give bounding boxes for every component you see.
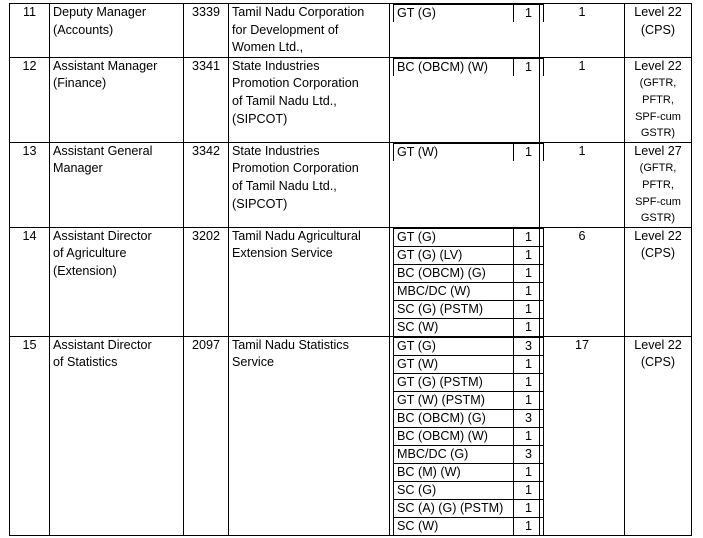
category-count: 1	[514, 481, 544, 499]
scale-of-pay-line: SPF-cum	[635, 110, 681, 123]
serial-number: 13	[10, 142, 50, 227]
serial-number: 12	[10, 57, 50, 142]
category-row	[394, 58, 544, 76]
total-vacancies: 1	[540, 142, 625, 227]
category-table	[393, 228, 544, 336]
post-name-line: (Finance)	[53, 76, 107, 91]
category-name: SC (W)	[394, 517, 514, 535]
category-row	[394, 228, 544, 246]
scale-of-pay-line: (CPS)	[640, 246, 676, 261]
category-row	[394, 409, 544, 427]
service-name-line: Extension Service	[232, 246, 333, 261]
post-code: 2097	[184, 336, 229, 535]
category-count: 1	[514, 143, 544, 161]
category-name: BC (OBCM) (G)	[394, 409, 514, 427]
scale-of-pay	[625, 227, 692, 336]
service-name-line: of Tamil Nadu Ltd.,	[232, 178, 337, 193]
category-row	[394, 143, 544, 161]
category-count: 3	[514, 409, 544, 427]
table-row	[10, 142, 692, 227]
post-name	[50, 57, 184, 142]
category-row	[394, 355, 544, 373]
category-row	[394, 318, 544, 336]
service-name-line: for Development of	[232, 22, 339, 37]
table-row	[10, 57, 692, 142]
category-count: 1	[514, 391, 544, 409]
category-row	[394, 337, 544, 355]
scale-of-pay-line: SPF-cum	[635, 195, 681, 208]
category-name: SC (G) (PSTM)	[394, 300, 514, 318]
category-count: 3	[514, 337, 544, 355]
category-row	[394, 463, 544, 481]
category-count: 1	[514, 499, 544, 517]
scale-of-pay-line: PFTR,	[642, 93, 674, 106]
total-vacancies: 17	[540, 336, 625, 535]
post-code: 3339	[184, 4, 229, 58]
category-breakup	[390, 4, 540, 58]
category-name: GT (G)	[394, 337, 514, 355]
post-name-line: (Extension)	[53, 263, 117, 278]
total-vacancies: 6	[540, 227, 625, 336]
category-name: GT (G) (LV)	[394, 246, 514, 264]
category-row	[394, 282, 544, 300]
category-count: 1	[514, 427, 544, 445]
category-row	[394, 481, 544, 499]
scale-of-pay	[625, 57, 692, 142]
service-name-line: of Tamil Nadu Ltd.,	[232, 93, 337, 108]
total-vacancies: 1	[540, 4, 625, 58]
service-name-line: Promotion Corporation	[232, 161, 359, 176]
category-breakup	[390, 57, 540, 142]
post-name-line: of Statistics	[53, 355, 118, 370]
post-name-line: of Agriculture	[53, 246, 127, 261]
category-name: GT (G)	[394, 228, 514, 246]
service-name	[229, 142, 390, 227]
table-row	[10, 4, 692, 58]
serial-number: 15	[10, 336, 50, 535]
service-name-line: Tamil Nadu Corporation	[232, 5, 365, 19]
category-count: 1	[514, 355, 544, 373]
category-count: 3	[514, 445, 544, 463]
category-name: SC (W)	[394, 318, 514, 336]
category-name: MBC/DC (W)	[394, 282, 514, 300]
category-name: GT (G)	[394, 5, 514, 23]
post-code: 3202	[184, 227, 229, 336]
category-table	[393, 58, 544, 76]
service-name-line: Service	[232, 355, 274, 370]
category-row	[394, 445, 544, 463]
category-count: 1	[514, 264, 544, 282]
category-breakup	[390, 142, 540, 227]
category-row	[394, 246, 544, 264]
scale-of-pay	[625, 336, 692, 535]
category-row	[394, 391, 544, 409]
post-name-line: Assistant General	[53, 143, 153, 158]
scale-of-pay-line: GSTR)	[640, 212, 676, 225]
service-name-line: State Industries	[232, 143, 320, 158]
category-count: 1	[514, 58, 544, 76]
post-name-line: Assistant Director	[53, 337, 152, 352]
scale-of-pay	[625, 4, 692, 58]
scale-of-pay-line: Level 27	[634, 143, 682, 158]
category-name: SC (G)	[394, 481, 514, 499]
post-name	[50, 142, 184, 227]
category-row	[394, 427, 544, 445]
service-name-line: Tamil Nadu Agricultural	[232, 228, 361, 243]
post-name-line: (Accounts)	[53, 22, 114, 37]
category-name: MBC/DC (G)	[394, 445, 514, 463]
scale-of-pay-line: (GFTR,	[639, 162, 677, 175]
post-code: 3341	[184, 57, 229, 142]
scale-of-pay-line: GSTR)	[640, 127, 676, 140]
post-code: 3342	[184, 142, 229, 227]
vacancy-table	[9, 3, 692, 536]
scale-of-pay-line: (CPS)	[640, 355, 676, 370]
table-row	[10, 227, 692, 336]
category-row	[394, 5, 544, 23]
post-name	[50, 227, 184, 336]
post-name	[50, 4, 184, 58]
category-name: BC (OBCM) (W)	[394, 58, 514, 76]
category-name: GT (G) (PSTM)	[394, 373, 514, 391]
scale-of-pay-line: PFTR,	[642, 178, 674, 191]
category-row	[394, 517, 544, 535]
total-vacancies: 1	[540, 57, 625, 142]
scale-of-pay	[625, 142, 692, 227]
category-name: BC (M) (W)	[394, 463, 514, 481]
category-count: 1	[514, 5, 544, 23]
scale-of-pay-line: Level 22	[634, 58, 682, 73]
post-name-line: Assistant Director	[53, 228, 152, 243]
service-name	[229, 227, 390, 336]
scale-of-pay-line: Level 22	[634, 5, 682, 19]
category-table	[393, 337, 544, 535]
category-count: 1	[514, 300, 544, 318]
post-name	[50, 336, 184, 535]
service-name-line: Promotion Corporation	[232, 76, 359, 91]
category-count: 1	[514, 318, 544, 336]
category-count: 1	[514, 373, 544, 391]
category-breakup	[390, 336, 540, 535]
category-count: 1	[514, 282, 544, 300]
scale-of-pay-line: Level 22	[634, 228, 682, 243]
category-count: 1	[514, 246, 544, 264]
category-breakup	[390, 227, 540, 336]
category-row	[394, 373, 544, 391]
category-name: GT (W)	[394, 355, 514, 373]
post-name-line: Deputy Manager	[53, 5, 147, 19]
category-name: SC (A) (G) (PSTM)	[394, 499, 514, 517]
serial-number: 11	[10, 4, 50, 58]
post-name-line: Manager	[53, 161, 103, 176]
category-table	[393, 143, 544, 161]
category-row	[394, 499, 544, 517]
serial-number: 14	[10, 227, 50, 336]
category-name: GT (W) (PSTM)	[394, 391, 514, 409]
service-name	[229, 4, 390, 58]
post-name-line: Assistant Manager	[53, 58, 158, 73]
category-row	[394, 264, 544, 282]
service-name-line: (SIPCOT)	[232, 196, 288, 211]
service-name-line: Women Ltd.,	[232, 40, 304, 55]
table-row	[10, 336, 692, 535]
category-name: GT (W)	[394, 143, 514, 161]
category-count: 1	[514, 228, 544, 246]
scale-of-pay-line: (CPS)	[640, 22, 676, 37]
category-table	[393, 4, 544, 22]
category-count: 1	[514, 517, 544, 535]
service-name-line: (SIPCOT)	[232, 111, 288, 126]
service-name	[229, 57, 390, 142]
category-count: 1	[514, 463, 544, 481]
category-row	[394, 300, 544, 318]
category-name: BC (OBCM) (W)	[394, 427, 514, 445]
service-name-line: Tamil Nadu Statistics	[232, 337, 349, 352]
service-name	[229, 336, 390, 535]
scale-of-pay-line: Level 22	[634, 337, 682, 352]
category-name: BC (OBCM) (G)	[394, 264, 514, 282]
scale-of-pay-line: (GFTR,	[639, 77, 677, 90]
service-name-line: State Industries	[232, 58, 320, 73]
